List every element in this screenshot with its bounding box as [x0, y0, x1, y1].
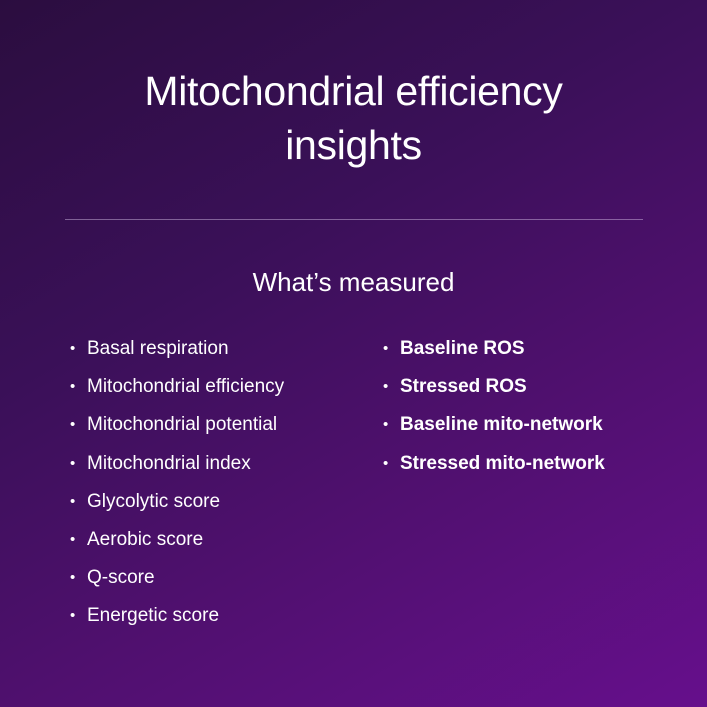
- list-item-label: Baseline ROS: [400, 338, 525, 359]
- list-item-label: Mitochondrial efficiency: [87, 376, 285, 398]
- bullet-icon: •: [70, 378, 76, 396]
- bullet-icon: •: [383, 416, 389, 434]
- list-item-label: Mitochondrial index: [87, 452, 251, 474]
- bullet-icon: •: [70, 492, 76, 510]
- list-item-label: Basal respiration: [87, 338, 229, 359]
- list-item: [70, 413, 284, 451]
- list-item-label: Mitochondrial potential: [87, 414, 278, 436]
- list-item: [70, 337, 284, 375]
- bullet-icon: •: [383, 340, 389, 357]
- list-item: [70, 566, 284, 604]
- title-line-2: insights: [285, 122, 422, 168]
- measured-list-right: [383, 337, 605, 490]
- bullet-icon: •: [70, 530, 76, 548]
- title-line-1: Mitochondrial efficiency: [144, 68, 563, 114]
- bullet-icon: •: [70, 416, 76, 434]
- list-item-label: Energetic score: [87, 605, 220, 627]
- measured-list-left: [70, 337, 284, 643]
- bullet-icon: •: [383, 378, 389, 396]
- list-item: [70, 604, 284, 642]
- list-item: [70, 528, 284, 566]
- bullet-icon: •: [383, 454, 389, 472]
- list-item: [70, 452, 284, 490]
- list-item-label: Aerobic score: [87, 528, 204, 550]
- list-item-label: Glycolytic score: [87, 490, 221, 512]
- list-item-label: Stressed mito-network: [400, 452, 605, 474]
- page-title: [0, 64, 707, 172]
- section-heading: What’s measured: [252, 267, 455, 297]
- list-item: [383, 337, 605, 375]
- bullet-icon: •: [70, 569, 76, 587]
- list-item: [70, 490, 284, 528]
- list-item: [383, 375, 605, 413]
- bullet-icon: •: [70, 340, 76, 357]
- bullet-icon: •: [70, 454, 76, 472]
- list-item: [383, 413, 605, 451]
- bullet-icon: •: [70, 607, 76, 625]
- list-item-label: Q-score: [87, 567, 155, 589]
- list-item: [383, 452, 605, 490]
- list-item-label: Stressed ROS: [400, 376, 527, 398]
- divider: [65, 219, 643, 220]
- list-item-label: Baseline mito-network: [400, 414, 603, 436]
- list-item: [70, 375, 284, 413]
